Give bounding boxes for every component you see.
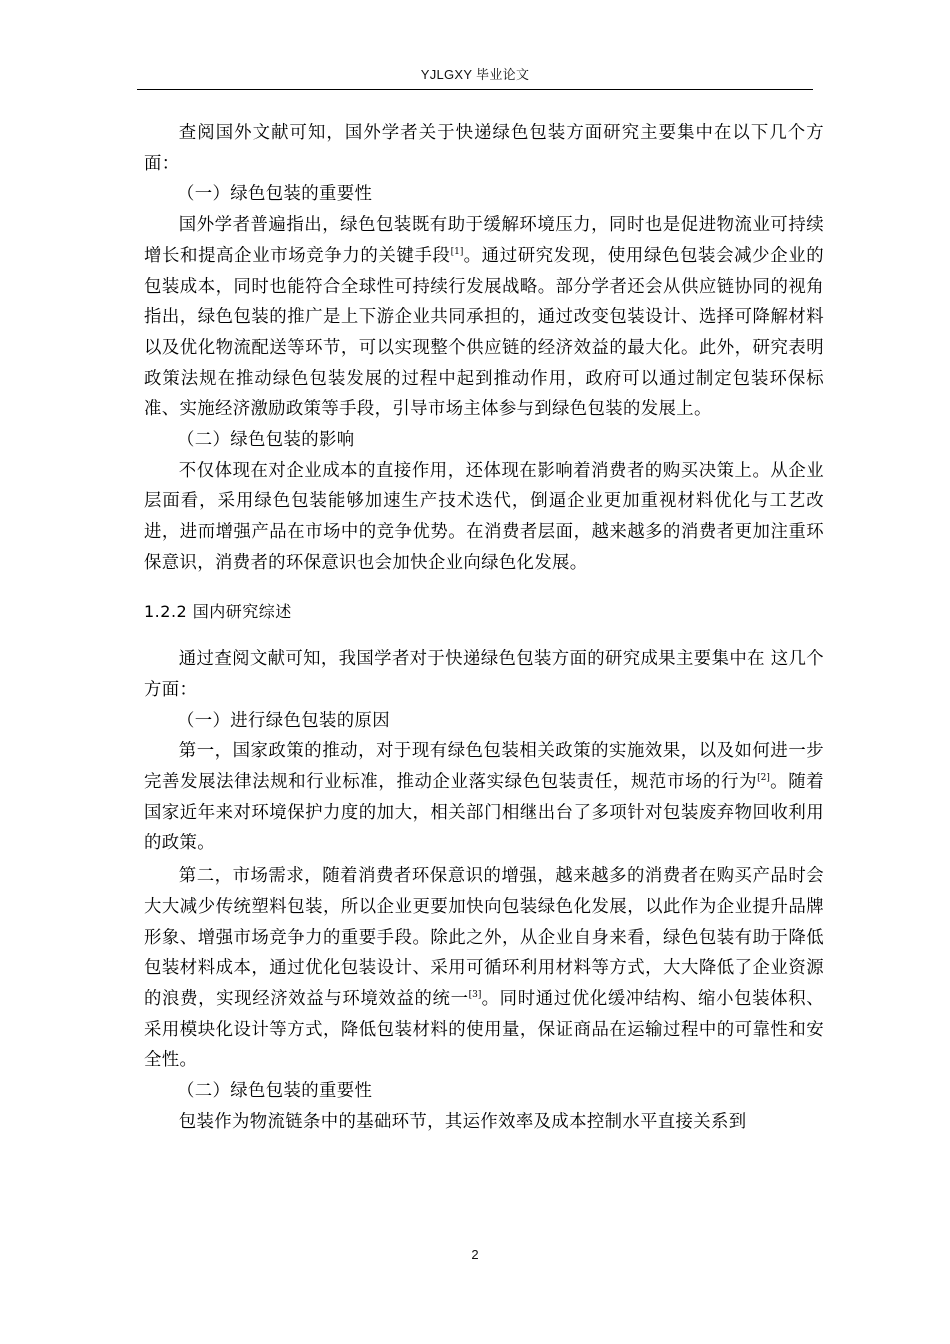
subheading-reasons: （一）进行绿色包装的原因 xyxy=(177,710,390,731)
text-run: 第一，国家政策的推动，对于现有绿色包装相关政策的实施效果，以及如何进一步完善发展法律法规和行业标准，推动企业落实绿色包装责任，规范市场的行为 xyxy=(144,741,824,793)
paragraph-intro-domestic: 通过查阅文献可知，我国学者对于快递绿色包装方面的研究成果主要集中在 这几个方面： xyxy=(144,649,824,700)
text-run: 。通过研究发现，使用绿色包装会减少企业的包装成本，同时也能符合全球性可持续行发展战略。部分学者还会从供应链协同的视角指出，绿色包装的推广是上下游企业共同承担的，通过改变包装设计、选择可降解材料以及优化物流配送等环节，可以实现整个供应链的经济效益的最大化。此外，研究表明政策法规在推动绿色包装发展的过程中起到推动作用，政府可以通过制定包装环保标准、实施经济激励政策等手段，引导市场主体参与到绿色包装的发展上。 xyxy=(144,245,824,420)
citation-ref-2[interactable]: [2] xyxy=(757,773,770,784)
paragraph-intro-foreign: 查阅国外文献可知，国外学者关于快递绿色包装方面研究主要集中在以下几个方面： xyxy=(144,123,824,174)
running-header: YJLGXY 毕业论文 xyxy=(420,67,530,82)
subheading-importance-domestic: （二）绿色包装的重要性 xyxy=(177,1081,373,1102)
text-run: 。随着国家近年来对环境保护力度的加大，相关部门相继出台了多项针对包装废弃物回收利用的政策。 xyxy=(144,772,824,854)
subheading-importance: （一）绿色包装的重要性 xyxy=(177,184,373,205)
citation-ref-1[interactable]: [1] xyxy=(450,246,464,257)
paragraph-market-demand xyxy=(144,861,824,1076)
paragraph-logistics-chain: 包装作为物流链条中的基础环节，其运作效率及成本控制水平直接关系到 xyxy=(178,1111,747,1132)
header-divider xyxy=(137,89,813,90)
citation-ref-3[interactable]: [3] xyxy=(468,989,482,1000)
text-run: 第二，市场需求，随着消费者环保意识的增强，越来越多的消费者在购买产品时会大大减少传统塑料包装，所以企业更要加快向包装绿色化发展，以此作为企业提升品牌形象、增强市场竞争力的重要手段。除此之外，从企业自身来看，绿色包装有助于降低包装材料成本，通过优化包装设计、采用可循环利用材料等方式，大大降低了企业资源的浪费，实现经济效益与环境效益的统一 xyxy=(144,866,824,1009)
paragraph-foreign-importance xyxy=(144,210,824,425)
subheading-impact: （二）绿色包装的影响 xyxy=(177,430,355,451)
text-run: 国外学者普遍指出，绿色包装既有助于缓解环境压力，同时也是促进物流业可持续增长和提高企业市场竞争力的关键手段 xyxy=(144,215,824,266)
page-number: 2 xyxy=(471,1247,479,1262)
paragraph-policy xyxy=(144,736,824,859)
page-body xyxy=(144,118,824,1138)
section-heading-1-2-2: 1.2.2 国内研究综述 xyxy=(144,601,292,621)
paragraph-foreign-impact: 不仅体现在对企业成本的直接作用，还体现在影响着消费者的购买决策上。从企业层面看，采用绿色包装能够加速生产技术迭代，倒逼企业更加重视材料优化与工艺改进，进而增强产品在市场中的竞争优势。在消费者层面，越来越多的消费者更加注重环保意识，消费者的环保意识也会加快企业向绿色化发展。 xyxy=(144,460,824,573)
text-run: 。同时通过优化缓冲结构、缩小包装体积、采用模块化设计等方式，降低包装材料的使用量，保证商品在运输过程中的可靠性和安全性。 xyxy=(144,988,824,1071)
